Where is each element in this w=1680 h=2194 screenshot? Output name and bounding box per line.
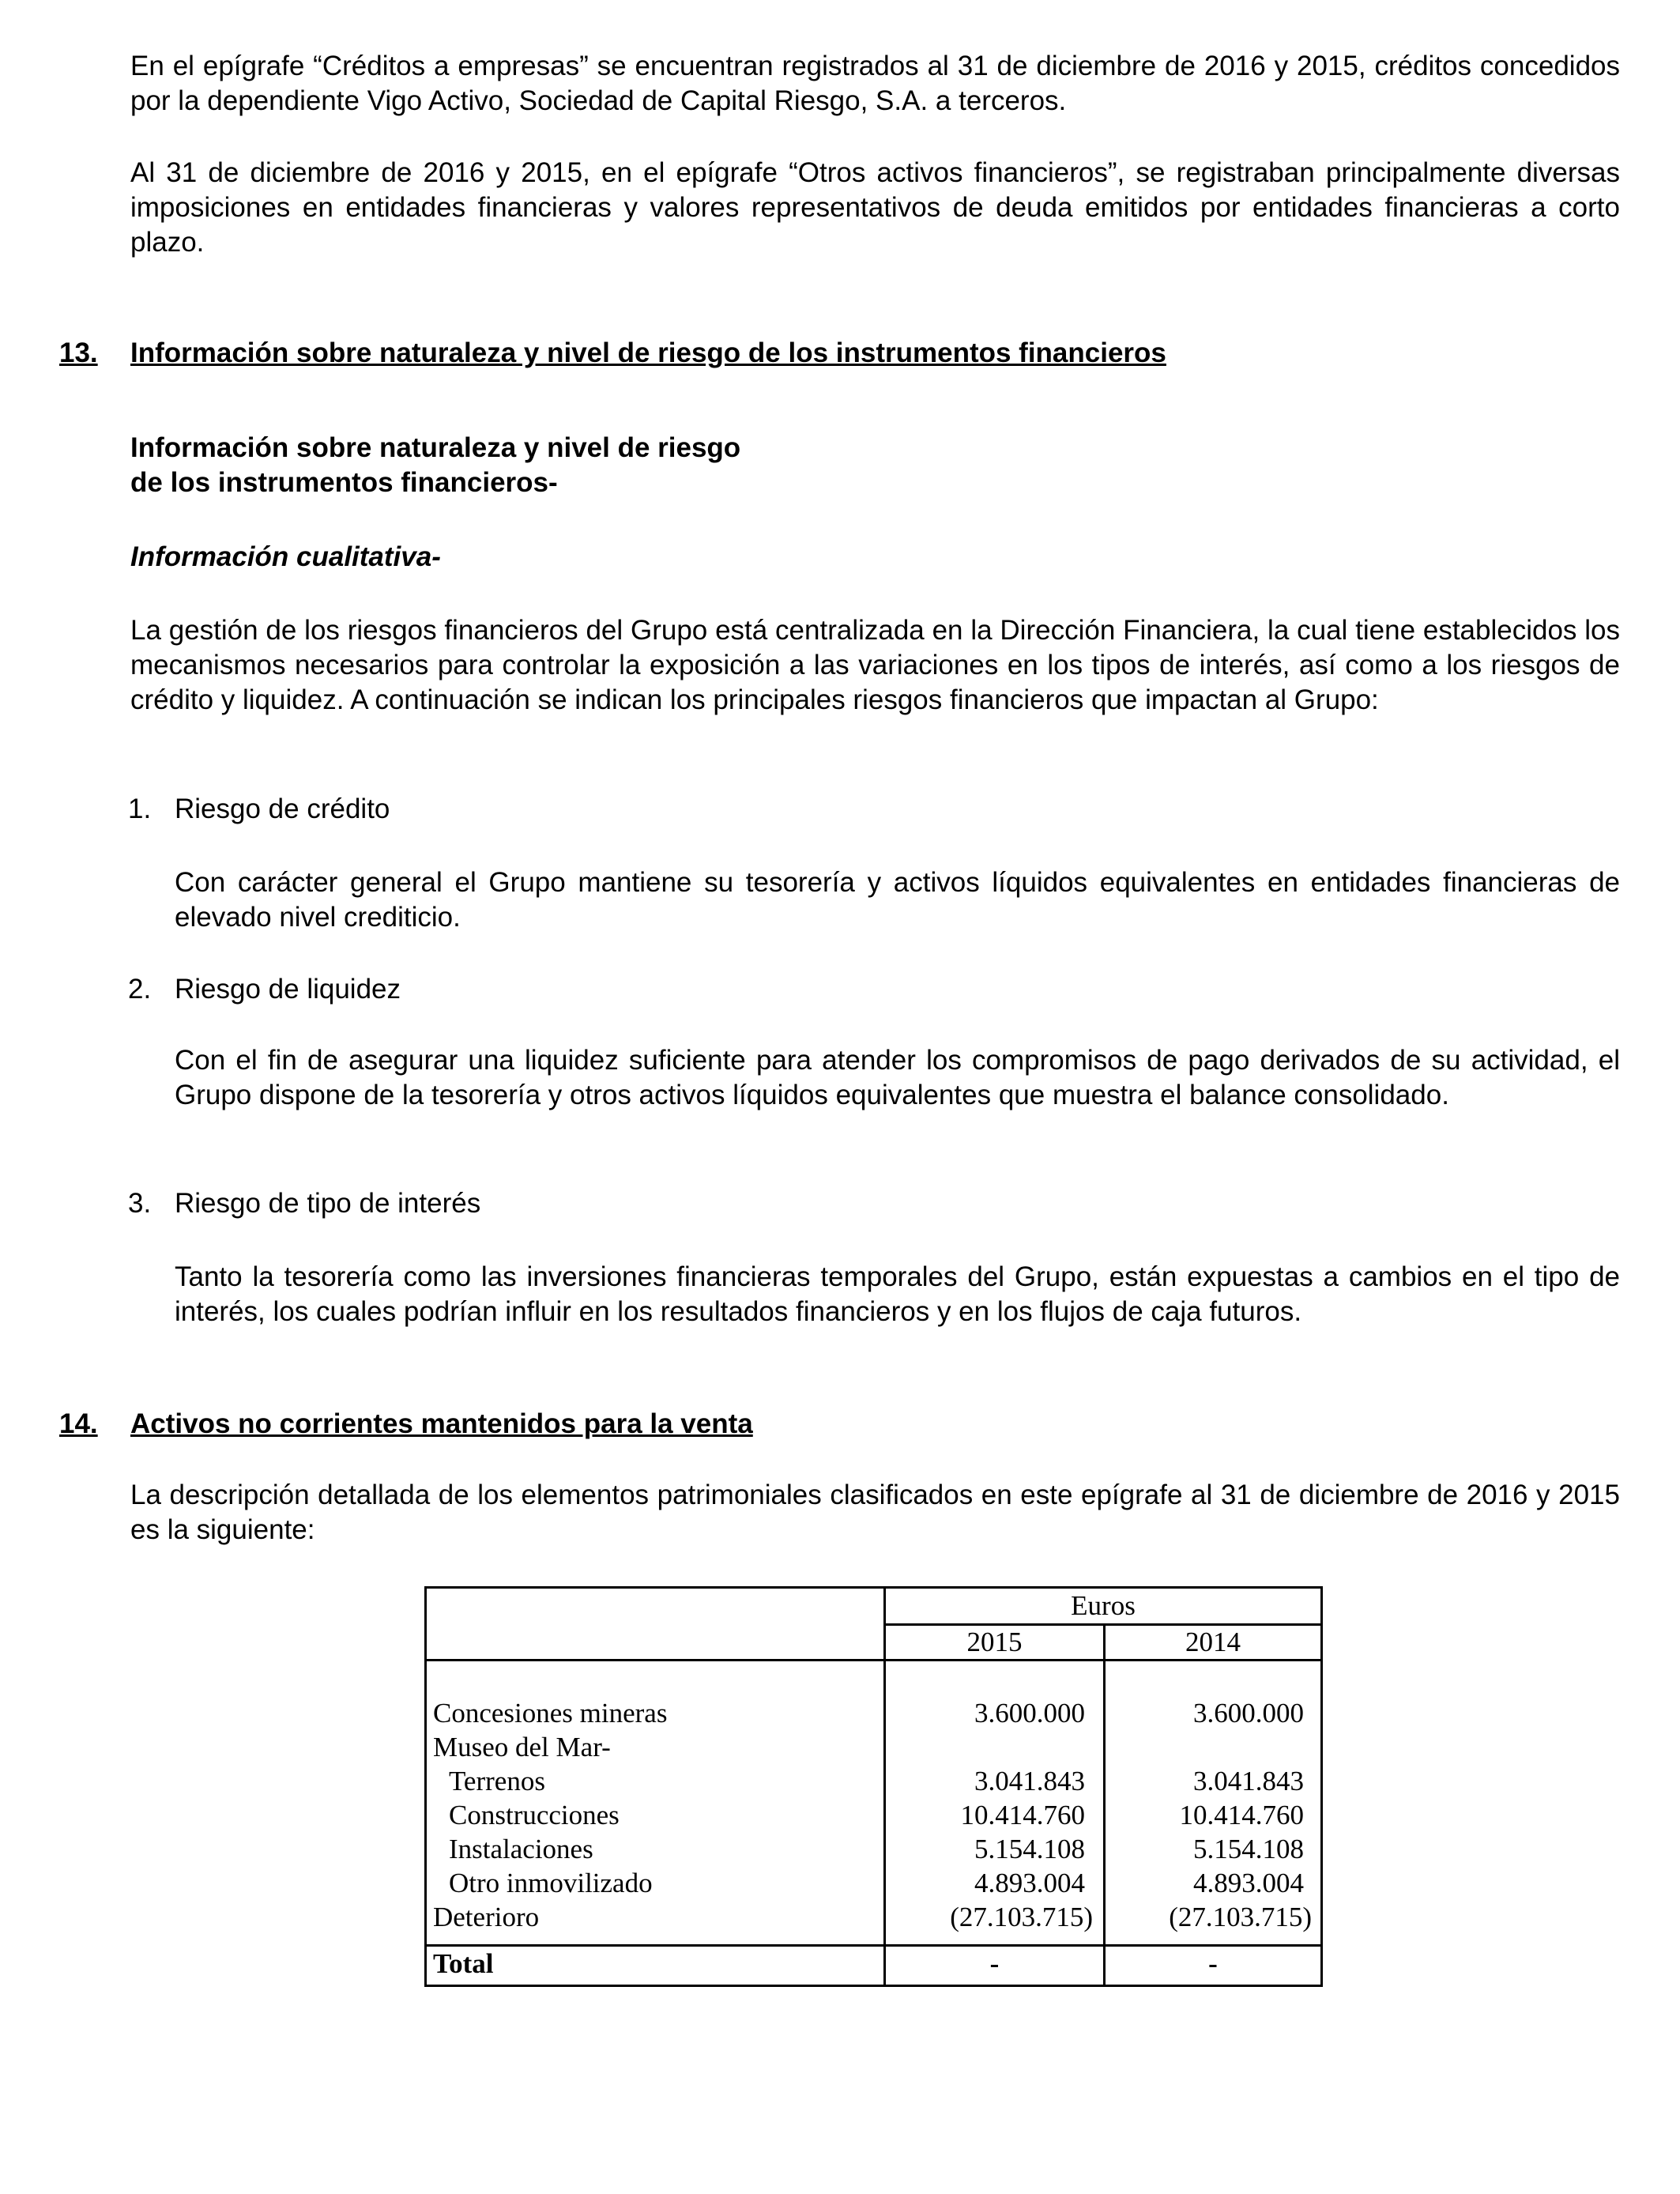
risk-3-number: 3.: [128, 1188, 152, 1219]
risk-intro-paragraph: La gestión de los riesgos financieros del Grupo está centralizada en la Dirección Financiera, la cual tiene establecidos los mecanismos necesarios para controlar la exposición a las variaciones en los tipos de interés, así como a los riesgos de crédito y liquidez. A continuación se indican los principales riesgos financieros que impactan al Grupo:: [130, 615, 1620, 715]
table-col-divider-2: [1103, 1623, 1106, 1985]
qualitative-heading: Información cualitativa-: [130, 541, 441, 572]
risk-1-title: Riesgo de crédito: [175, 794, 390, 824]
table-row-label: Terrenos: [449, 1766, 545, 1796]
table-row-value-2015: 3.041.843: [974, 1766, 1085, 1796]
subheading-line-1: Información sobre naturaleza y nivel de riesgo: [130, 432, 741, 463]
table-row-value-2014: 10.414.760: [1179, 1800, 1304, 1830]
table-total-value-2015: -: [989, 1948, 1000, 1979]
table-row-label: Construcciones: [449, 1800, 620, 1830]
table-col-header-2014: 2014: [1185, 1627, 1241, 1657]
table-header-divider-2: [427, 1659, 1320, 1661]
table-row-label: Instalaciones: [449, 1834, 593, 1864]
table-row-label: Museo del Mar-: [433, 1732, 611, 1762]
subheading-line-2: de los instrumentos financieros-: [130, 467, 558, 498]
risk-2-number: 2.: [128, 974, 152, 1005]
table-row-value-2015: (27.103.715): [950, 1902, 1093, 1932]
section-14-paragraph: La descripción detallada de los elementos patrimoniales clasificados en este epígrafe al 31 de diciembre de 2016 y 2015 es la siguiente:: [130, 1480, 1620, 1545]
table-row-value-2015: 5.154.108: [974, 1834, 1085, 1864]
table-row-value-2015: 4.893.004: [974, 1868, 1085, 1898]
section-13-title: Información sobre naturaleza y nivel de riesgo de los instrumentos financieros: [130, 337, 1166, 368]
risk-3-title: Riesgo de tipo de interés: [175, 1188, 481, 1219]
risk-1-text: Con carácter general el Grupo mantiene su tesorería y activos líquidos equivalentes en entidades financieras de elevado nivel crediticio.: [175, 867, 1620, 933]
table-row-label: Deterioro: [433, 1902, 540, 1932]
assets-table: [424, 1586, 1323, 1987]
table-row-value-2014: (27.103.715): [1169, 1902, 1312, 1932]
table-total-value-2014: -: [1208, 1948, 1218, 1979]
table-row-value-2014: 4.893.004: [1193, 1868, 1304, 1898]
intro-paragraph-2: Al 31 de diciembre de 2016 y 2015, en el epígrafe “Otros activos financieros”, se registraban principalmente diversas imposiciones en entidades financieras y valores representativos de deuda emitidos por entidades financieras a corto plazo.: [130, 157, 1620, 258]
table-row-value-2014: 5.154.108: [1193, 1834, 1304, 1864]
table-row-label: Otro inmovilizado: [449, 1868, 653, 1898]
risk-2-title: Riesgo de liquidez: [175, 974, 401, 1005]
risk-1-number: 1.: [128, 794, 152, 824]
section-14-title: Activos no corrientes mantenidos para la venta: [130, 1408, 753, 1439]
table-row-value-2015: 10.414.760: [960, 1800, 1085, 1830]
table-row-value-2014: 3.041.843: [1193, 1766, 1304, 1796]
table-col-header-2015: 2015: [966, 1627, 1023, 1657]
table-row-value-2015: 3.600.000: [974, 1698, 1085, 1728]
table-group-header: Euros: [1071, 1590, 1136, 1621]
risk-3-text: Tanto la tesorería como las inversiones financieras temporales del Grupo, están expuestas a cambios en el tipo de interés, los cuales podrían influir en los resultados financieros y en los flujos de caja futuros.: [175, 1261, 1620, 1327]
table-row-label: Concesiones mineras: [433, 1698, 668, 1728]
intro-paragraph-1: En el epígrafe “Créditos a empresas” se encuentran registrados al 31 de diciembre de 2016 y 2015, créditos concedidos por la dependiente Vigo Activo, Sociedad de Capital Riesgo, S.A. a terceros.: [130, 51, 1620, 116]
table-total-label: Total: [433, 1948, 494, 1979]
risk-2-text: Con el fin de asegurar una liquidez suficiente para atender los compromisos de pago derivados de su actividad, el Grupo dispone de la tesorería y otros activos líquidos equivalentes que muestra el balance consolidado.: [175, 1045, 1620, 1110]
section-13-number: 13.: [59, 337, 98, 368]
table-row-value-2014: 3.600.000: [1193, 1698, 1304, 1728]
section-14-number: 14.: [59, 1408, 98, 1439]
